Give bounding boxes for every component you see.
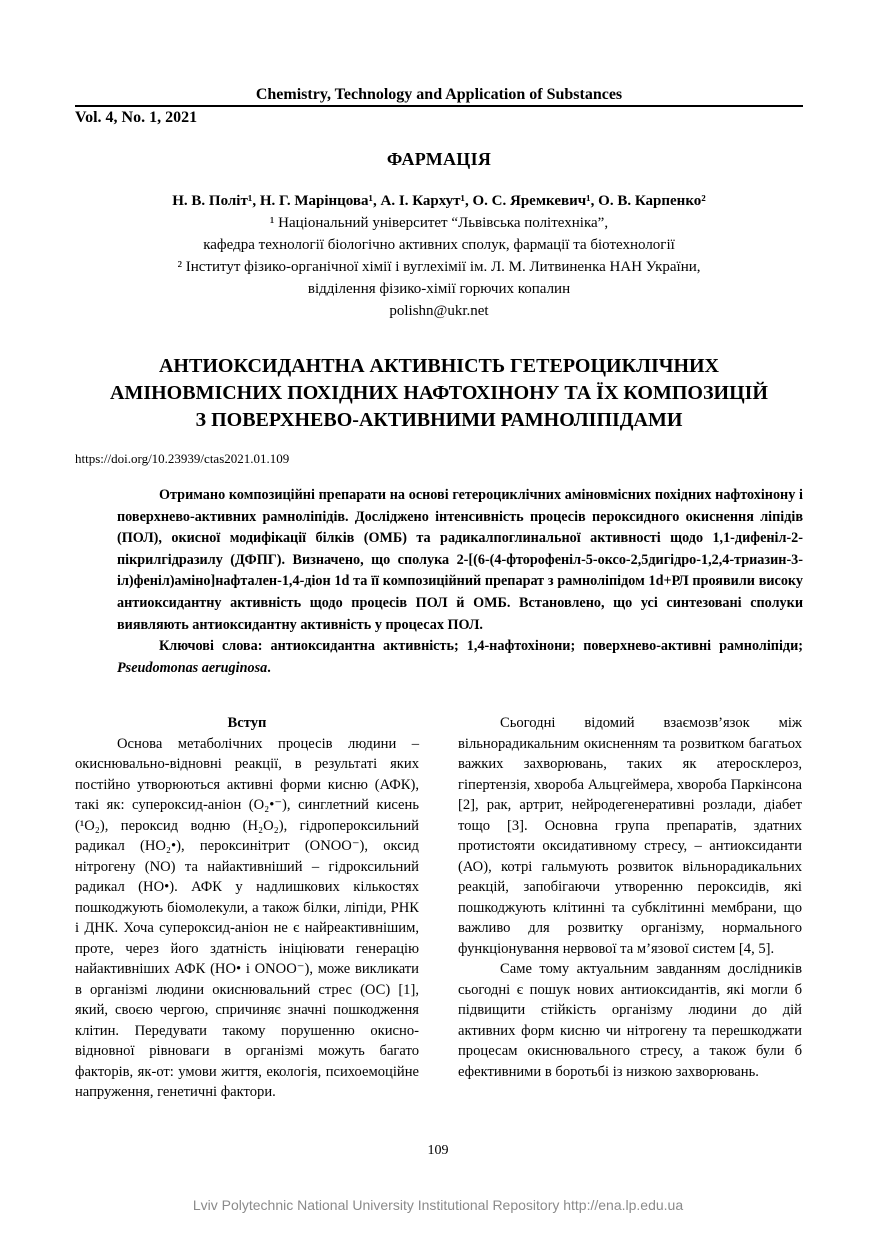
page-number: 109 — [427, 1143, 449, 1158]
intro-paragraph-1: Основа метаболічних процесів людини – окиснювально-відновні реакції, в результаті яких постійно утворюються активні форми кисню (АФК), такі як: супероксид-аніон (O₂•⁻), синглетний кисень (¹O₂), пероксид водню (H₂O₂), гідропероксильний радикал (HO₂•), пероксинітрит (ONOO⁻), оксид нітрогену (NO) та найактивніший – гідроксильний радикал (HO•). АФК у надлишкових кількостях пошкоджують біомолекули, а також білки, ліпіди, РНК і ДНК. Хоча супероксид-аніон не є найреактивнішим, проте, через його здатність ініціювати генерацію найактивніших АФК (HO• і ONOO⁻), може викликати в організмі людини окиснювальний стрес (ОС) [1], який, своєю чергою, спричиняє значні пошкодження клітин. Передувати такому порушенню окисно-відновної рівноваги в організмі можуть багато факторів, як-от: умови життя, екологія, психоемоційне напруження, генетичні фактори. — [75, 735, 419, 1100]
doi-link[interactable]: https://doi.org/10.23939/ctas2021.01.109 — [75, 451, 290, 466]
author-list: Н. В. Політ¹, Н. Г. Марінцова¹, А. І. Кархут¹, О. С. Яремкевич¹, О. В. Карпенко² — [172, 193, 706, 209]
abstract — [117, 485, 803, 679]
keywords-list: антиоксидантна активність; 1,4-нафтохінони; поверхнево-активні рамноліпіди; — [270, 638, 803, 655]
keywords-label: Ключові слова: — [159, 638, 263, 655]
keywords-end: . — [267, 659, 271, 676]
author-email[interactable]: polishn@ukr.net — [389, 303, 489, 319]
section-title: ФАРМАЦІЯ — [386, 149, 492, 169]
article-title — [75, 353, 803, 434]
left-column — [75, 713, 419, 1103]
affiliation-1-line-1: ¹ Національний університет “Львівська політехніка”, — [269, 215, 609, 231]
title-line-2: АМІНОВМІСНИХ ПОХІДНИХ НАФТОХІНОНУ ТА ЇХ КОМПОЗИЦІЙ — [110, 382, 768, 404]
author-block — [75, 190, 803, 322]
intro-paragraph-2: Сьогодні відомий взаємозв’язок між вільнорадикальним окисненням та розвитком багатьох важких захворювань, таких як атеросклероз, гіпертензія, хвороба Альцгеймера, хвороба Паркінсона [2], рак, артрит, нейродегенеративні розлади, діабет тощо [3]. Основна група препаратів, здатних протистояти оксидативному стресу, – антиоксиданти (АО), котрі гальмують розвиток вільнорадикальних реакцій, запобігаючи утворенню пероксидів, які пошкоджують клітинні та субклітинні мембрани, що важливо для розвитку організму, нормального функціонування нервової та м’язової систем [4, 5]. — [458, 715, 802, 957]
intro-heading: Вступ — [227, 715, 267, 731]
abstract-text: Отримано композиційні препарати на основі гетероциклічних аміновмісних похідних нафтохінону і поверхнево-активних рамноліпідів. Досліджено інтенсивність процесів пероксидного окиснення ліпідів (ПОЛ), окисної модифікації білків (ОМБ) та радикалпоглинальної активності щодо 1,1-дифеніл-2-пікрилгідразилу (ДФПГ). Визначено, що сполука 2-[(6-(4-фторофеніл-5-оксо-2,5дигідро-1,2,4-триазин-3-іл)феніл)аміно]нафтален-1,4-діон 1d та її композиційний препарат з рамноліпідом 1d+РЛ проявили високу антиоксидантну активність щодо процесів ПОЛ й ОМБ. Встановлено, що усі синтезовані сполуки виявляють антиоксидантну активність у процесах ПОЛ. — [117, 487, 803, 633]
affiliation-1-line-2: кафедра технології біологічно активних сполук, фармації та біотехнології — [203, 237, 675, 253]
affiliation-2-line-1: ² Інститут фізико-органічної хімії і вуглехімії ім. Л. М. Литвиненка НАН України, — [177, 259, 701, 275]
title-line-3: З ПОВЕРХНЕВО-АКТИВНИМИ РАМНОЛІПІДАМИ — [195, 409, 683, 431]
repository-footer: Lviv Polytechnic National University Institutional Repository http://ena.lp.edu.ua — [192, 1197, 684, 1213]
header-rule — [75, 105, 803, 107]
title-line-1: АНТИОКСИДАНТНА АКТИВНІСТЬ ГЕТЕРОЦИКЛІЧНИХ — [158, 355, 720, 377]
intro-paragraph-3: Саме тому актуальним завданням дослідників сьогодні є пошук нових антиоксидантів, які могли б підвищити стійкість організму людини до дій активних форм кисню чи нітрогену та перешкоджати процесам окиснювального стресу, а також були б ефективними в боротьбі із низкою захворювань. — [458, 961, 802, 1080]
journal-title: Chemistry, Technology and Application of Substances — [255, 86, 623, 103]
keywords-species: Pseudomonas aeruginosa — [117, 659, 268, 676]
keywords — [117, 636, 803, 679]
volume-info: Vol. 4, No. 1, 2021 — [75, 109, 198, 126]
right-column — [458, 713, 802, 1082]
affiliation-2-line-2: відділення фізико-хімії горючих копалин — [307, 281, 571, 297]
